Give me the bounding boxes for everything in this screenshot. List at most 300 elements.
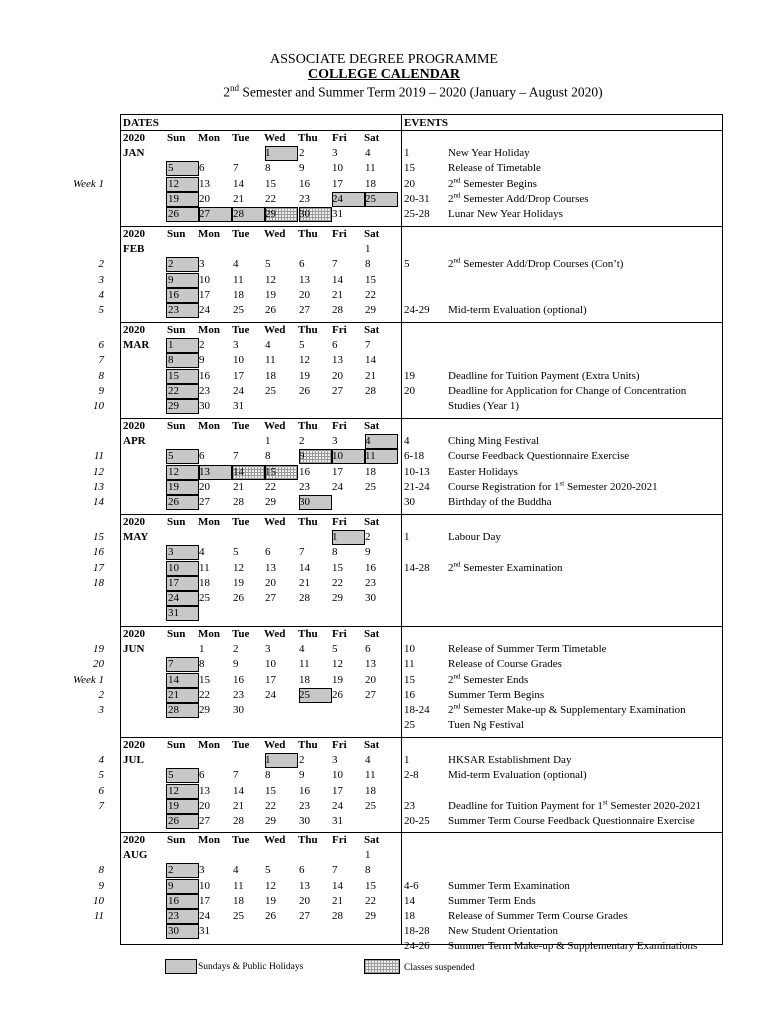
event-text: Summer Term Examination: [448, 879, 570, 892]
calendar-day[interactable]: 15: [168, 369, 179, 382]
event-dates: 20: [404, 384, 415, 397]
calendar-day[interactable]: 17: [199, 288, 210, 301]
calendar-day[interactable]: 19: [299, 369, 310, 382]
event-ordinal: 2: [448, 704, 454, 716]
table-border-left: [120, 114, 121, 944]
calendar-day[interactable]: 11: [265, 354, 276, 367]
calendar-day[interactable]: 8: [365, 258, 371, 271]
calendar-day[interactable]: 20: [365, 673, 376, 686]
calendar-day[interactable]: 26: [233, 592, 244, 604]
calendar-day[interactable]: 4: [365, 147, 371, 160]
calendar-day[interactable]: 1: [199, 643, 205, 656]
calendar-day[interactable]: 7: [332, 864, 338, 877]
calendar-day[interactable]: 13: [199, 784, 210, 797]
calendar-day[interactable]: 28: [365, 384, 376, 397]
calendar-day[interactable]: 4: [299, 643, 305, 656]
calendar-day[interactable]: 8: [265, 450, 271, 463]
calendar-day[interactable]: 13: [365, 658, 376, 671]
calendar-day[interactable]: 26: [168, 208, 179, 220]
calendar-day[interactable]: 25: [365, 192, 376, 205]
calendar-day[interactable]: 2: [299, 754, 305, 767]
calendar-day[interactable]: 23: [299, 799, 310, 812]
calendar-day[interactable]: 14: [233, 465, 244, 478]
calendar-day[interactable]: 19: [168, 480, 179, 493]
weekday-label: Sun: [167, 132, 186, 144]
event-description: [448, 561, 563, 575]
event-text: Semester Add/Drop Courses: [460, 192, 589, 205]
calendar-day[interactable]: 5: [265, 258, 271, 271]
calendar-day[interactable]: 17: [332, 465, 343, 478]
calendar-day[interactable]: 8: [265, 162, 271, 175]
calendar-day[interactable]: 19: [332, 673, 343, 686]
calendar-day[interactable]: 19: [265, 894, 276, 907]
calendar-day[interactable]: 18: [365, 465, 376, 478]
calendar-day[interactable]: 11: [365, 162, 376, 175]
calendar-day[interactable]: 30: [299, 208, 310, 220]
calendar-day[interactable]: 30: [299, 496, 310, 508]
calendar-day[interactable]: 8: [199, 658, 205, 671]
calendar-day[interactable]: 24: [332, 480, 343, 493]
calendar-day[interactable]: 23: [233, 688, 244, 701]
calendar-day[interactable]: 23: [365, 576, 376, 589]
legend-suspended-swatch: [364, 959, 400, 974]
calendar-day[interactable]: 18: [265, 369, 276, 382]
calendar-day[interactable]: 9: [299, 769, 305, 782]
calendar-day[interactable]: 21: [233, 192, 244, 205]
calendar-day[interactable]: 12: [265, 273, 276, 286]
calendar-day[interactable]: 1: [265, 147, 271, 160]
events-header: EVENTS: [404, 117, 449, 129]
event-dates: 24-26: [404, 940, 430, 953]
calendar-day[interactable]: 16: [233, 673, 244, 686]
calendar-day[interactable]: 18: [299, 673, 310, 686]
calendar-day[interactable]: 3: [332, 435, 338, 448]
calendar-day[interactable]: 16: [299, 784, 310, 797]
calendar-day[interactable]: 12: [168, 465, 179, 478]
calendar-day[interactable]: 28: [233, 815, 244, 827]
calendar-day[interactable]: 2: [233, 643, 239, 656]
weekday-label: Wed: [264, 420, 286, 432]
calendar-day[interactable]: 15: [199, 673, 210, 686]
calendar-day[interactable]: 12: [299, 354, 310, 367]
calendar-day[interactable]: 23: [168, 910, 179, 922]
calendar-day[interactable]: 29: [365, 304, 376, 316]
calendar-day[interactable]: 25: [233, 304, 244, 316]
week-label: 11: [93, 450, 104, 463]
calendar-day[interactable]: 23: [299, 480, 310, 493]
calendar-day[interactable]: 30: [233, 704, 244, 716]
calendar-day[interactable]: 8: [332, 546, 338, 559]
calendar-day[interactable]: 5: [299, 339, 305, 352]
calendar-day[interactable]: 16: [168, 288, 179, 301]
calendar-day[interactable]: 4: [233, 864, 239, 877]
calendar-day[interactable]: 29: [332, 592, 343, 604]
calendar-day[interactable]: 10: [168, 561, 179, 574]
calendar-day[interactable]: 22: [168, 384, 179, 397]
calendar-day[interactable]: 7: [332, 258, 338, 271]
calendar-day[interactable]: 3: [233, 339, 239, 352]
calendar-title: COLLEGE CALENDAR: [307, 67, 461, 82]
calendar-day[interactable]: 10: [233, 354, 244, 367]
weekday-label: Wed: [264, 132, 286, 144]
calendar-day[interactable]: 20: [199, 480, 210, 493]
calendar-day[interactable]: 29: [265, 208, 276, 220]
calendar-day[interactable]: 8: [168, 354, 174, 367]
calendar-day[interactable]: 11: [233, 273, 244, 286]
calendar-day[interactable]: 6: [199, 162, 205, 175]
calendar-day[interactable]: 4: [199, 546, 205, 559]
event-dates: 1: [404, 531, 410, 544]
calendar-day[interactable]: 13: [299, 879, 310, 892]
calendar-day[interactable]: 11: [299, 658, 310, 671]
calendar-day[interactable]: 28: [168, 704, 179, 716]
calendar-day[interactable]: 1: [365, 849, 371, 862]
event-dates: 10-13: [404, 465, 430, 478]
calendar-day[interactable]: 25: [365, 480, 376, 493]
calendar-day[interactable]: 28: [332, 910, 343, 922]
calendar-day[interactable]: 8: [265, 769, 271, 782]
calendar-day[interactable]: 28: [299, 592, 310, 604]
calendar-day[interactable]: 27: [332, 384, 343, 397]
calendar-day[interactable]: 11: [365, 769, 376, 782]
calendar-day[interactable]: 9: [365, 546, 371, 559]
calendar-day[interactable]: 27: [365, 688, 376, 701]
calendar-day[interactable]: 21: [168, 688, 179, 701]
calendar-day[interactable]: 3: [332, 147, 338, 160]
calendar-day[interactable]: 11: [199, 561, 210, 574]
calendar-day[interactable]: 10: [199, 879, 210, 892]
calendar-day[interactable]: 27: [199, 208, 210, 220]
calendar-day[interactable]: 22: [365, 288, 376, 301]
calendar-day[interactable]: 15: [265, 177, 276, 190]
calendar-day[interactable]: 14: [332, 879, 343, 892]
calendar-day[interactable]: 5: [332, 643, 338, 656]
calendar-day[interactable]: 6: [365, 643, 371, 656]
calendar-day[interactable]: 23: [299, 192, 310, 205]
calendar-day[interactable]: 5: [233, 546, 239, 559]
calendar-day[interactable]: 20: [199, 192, 210, 205]
calendar-day[interactable]: 19: [168, 799, 179, 812]
calendar-day[interactable]: 7: [299, 546, 305, 559]
calendar-day[interactable]: 7: [168, 658, 174, 671]
calendar-day[interactable]: 5: [168, 162, 174, 175]
calendar-day[interactable]: 6: [299, 258, 305, 271]
calendar-day[interactable]: 2: [365, 531, 371, 544]
week-label: 7: [98, 354, 104, 367]
event-dates: 20-31: [404, 192, 430, 205]
calendar-day[interactable]: 26: [168, 815, 179, 827]
weekday-label: Tue: [232, 516, 250, 528]
calendar-day[interactable]: 19: [168, 192, 179, 205]
calendar-day[interactable]: 26: [332, 688, 343, 701]
calendar-day[interactable]: 22: [365, 894, 376, 907]
month-year: 2020: [123, 739, 145, 751]
calendar-day[interactable]: 31: [332, 815, 343, 827]
calendar-day[interactable]: 6: [199, 769, 205, 782]
weekday-label: Sun: [167, 739, 186, 751]
event-dates: 10: [404, 643, 415, 656]
calendar-day[interactable]: 15: [265, 784, 276, 797]
calendar-day[interactable]: 16: [199, 369, 210, 382]
calendar-day[interactable]: 4: [365, 435, 371, 448]
calendar-day[interactable]: 15: [365, 879, 376, 892]
calendar-day[interactable]: 29: [168, 400, 179, 412]
calendar-day[interactable]: 30: [299, 815, 310, 827]
calendar-day[interactable]: 21: [332, 288, 343, 301]
event-text: Release of Course Grades: [448, 658, 562, 671]
event-dates: 21-24: [404, 480, 430, 493]
calendar-day[interactable]: 17: [332, 784, 343, 797]
weekday-label: Sun: [167, 834, 186, 846]
calendar-day[interactable]: 3: [199, 864, 205, 877]
calendar-day[interactable]: 14: [332, 273, 343, 286]
calendar-day[interactable]: 22: [199, 688, 210, 701]
calendar-day[interactable]: 21: [233, 480, 244, 493]
calendar-day[interactable]: 30: [365, 592, 376, 604]
event-text-tail: Semester 2020-2021: [564, 480, 658, 493]
weekday-label: Mon: [198, 834, 220, 846]
calendar-day[interactable]: 11: [233, 879, 244, 892]
weekday-label: Mon: [198, 628, 220, 640]
calendar-day[interactable]: 14: [233, 784, 244, 797]
calendar-day[interactable]: 12: [168, 784, 179, 797]
calendar-day[interactable]: 3: [199, 258, 205, 271]
calendar-day[interactable]: 22: [332, 576, 343, 589]
week-label: 10: [93, 400, 104, 412]
calendar-day[interactable]: 29: [365, 910, 376, 922]
calendar-day[interactable]: 7: [233, 162, 239, 175]
weekday-label: Tue: [232, 420, 250, 432]
calendar-day[interactable]: 25: [365, 799, 376, 812]
event-description: [448, 177, 537, 191]
calendar-day[interactable]: 17: [233, 369, 244, 382]
calendar-day[interactable]: 1: [265, 754, 271, 767]
calendar-day[interactable]: 9: [299, 162, 305, 175]
calendar-day[interactable]: 4: [233, 258, 239, 271]
calendar-day[interactable]: 26: [168, 496, 179, 508]
weekday-label: Wed: [264, 739, 286, 751]
calendar-day[interactable]: 16: [299, 465, 310, 478]
event-ordinal-suffix: nd: [453, 671, 461, 680]
weekday-label: Tue: [232, 628, 250, 640]
calendar-day[interactable]: 7: [233, 769, 239, 782]
calendar-day[interactable]: 16: [299, 177, 310, 190]
calendar-day[interactable]: 2: [299, 147, 305, 160]
calendar-day[interactable]: 13: [265, 561, 276, 574]
calendar-day[interactable]: 10: [332, 450, 343, 463]
calendar-day[interactable]: 29: [265, 496, 276, 508]
calendar-day[interactable]: 10: [199, 273, 210, 286]
calendar-day[interactable]: 4: [265, 339, 271, 352]
calendar-day[interactable]: 7: [233, 450, 239, 463]
calendar-day[interactable]: 24: [332, 799, 343, 812]
calendar-day[interactable]: 22: [265, 480, 276, 493]
calendar-day[interactable]: 30: [168, 925, 179, 938]
calendar-day[interactable]: 3: [332, 754, 338, 767]
calendar-day[interactable]: 6: [265, 546, 271, 559]
calendar-day[interactable]: 31: [332, 208, 343, 220]
calendar-day[interactable]: 8: [365, 864, 371, 877]
calendar-day[interactable]: 14: [168, 673, 179, 686]
calendar-day[interactable]: 10: [332, 162, 343, 175]
calendar-day[interactable]: 17: [168, 576, 179, 589]
calendar-day[interactable]: 25: [265, 384, 276, 397]
calendar-day[interactable]: 15: [332, 561, 343, 574]
calendar-day[interactable]: 25: [233, 910, 244, 922]
calendar-day[interactable]: 14: [299, 561, 310, 574]
calendar-day[interactable]: 20: [299, 894, 310, 907]
calendar-day[interactable]: 1: [168, 339, 174, 352]
calendar-day[interactable]: 28: [233, 496, 244, 508]
calendar-day[interactable]: 12: [233, 561, 244, 574]
calendar-day[interactable]: 2: [299, 435, 305, 448]
calendar-day[interactable]: 9: [199, 354, 205, 367]
calendar-day[interactable]: 13: [199, 465, 210, 478]
calendar-day[interactable]: 10: [332, 769, 343, 782]
calendar-day[interactable]: 16: [365, 561, 376, 574]
calendar-day[interactable]: 28: [332, 304, 343, 316]
event-text: New Year Holiday: [448, 147, 530, 160]
calendar-day[interactable]: 24: [199, 304, 210, 316]
calendar-day[interactable]: 29: [265, 815, 276, 827]
weekday-label: Tue: [232, 324, 250, 336]
month-year: 2020: [123, 628, 145, 640]
calendar-day[interactable]: 27: [199, 815, 210, 827]
calendar-day[interactable]: 13: [299, 273, 310, 286]
calendar-day[interactable]: 11: [365, 450, 376, 463]
weekday-label: Sun: [167, 324, 186, 336]
calendar-day[interactable]: 24: [199, 910, 210, 922]
calendar-day[interactable]: 18: [365, 177, 376, 190]
calendar-day[interactable]: 30: [199, 400, 210, 412]
calendar-day[interactable]: 3: [168, 546, 174, 559]
calendar-day[interactable]: 9: [168, 273, 174, 286]
event-dates: 23: [404, 799, 415, 812]
event-description: [448, 768, 587, 782]
calendar-day[interactable]: 29: [199, 704, 210, 716]
calendar-day[interactable]: 22: [265, 192, 276, 205]
calendar-day[interactable]: 20: [199, 799, 210, 812]
calendar-day[interactable]: 31: [233, 400, 244, 412]
calendar-day[interactable]: 20: [332, 369, 343, 382]
calendar-day[interactable]: 12: [332, 658, 343, 671]
calendar-day[interactable]: 10: [265, 658, 276, 671]
calendar-day[interactable]: 6: [199, 450, 205, 463]
calendar-day[interactable]: 23: [199, 384, 210, 397]
weekday-label: Fri: [332, 228, 347, 240]
calendar-day[interactable]: 2: [168, 864, 174, 877]
calendar-day[interactable]: 24: [168, 592, 179, 604]
calendar-day[interactable]: 2: [168, 258, 174, 271]
calendar-day[interactable]: 18: [233, 894, 244, 907]
calendar-day[interactable]: 17: [332, 177, 343, 190]
calendar-day[interactable]: 9: [233, 658, 239, 671]
calendar-day[interactable]: 13: [332, 354, 343, 367]
calendar-day[interactable]: 3: [265, 643, 271, 656]
calendar-day[interactable]: 1: [265, 435, 271, 448]
calendar-day[interactable]: 27: [299, 910, 310, 922]
calendar-day[interactable]: 14: [365, 354, 376, 367]
calendar-day[interactable]: 14: [233, 177, 244, 190]
weekday-label: Thu: [298, 628, 318, 640]
event-text: HKSAR Establishment Day: [448, 754, 572, 767]
calendar-day[interactable]: 15: [365, 273, 376, 286]
event-dates: 20-25: [404, 815, 430, 827]
event-text: Semester Ends: [460, 673, 529, 686]
calendar-day[interactable]: 31: [199, 925, 210, 938]
calendar-day[interactable]: 12: [168, 177, 179, 190]
calendar-day[interactable]: 15: [265, 465, 276, 478]
event-description: [448, 161, 541, 175]
event-description: [448, 530, 501, 544]
calendar-day[interactable]: 21: [332, 894, 343, 907]
calendar-day[interactable]: 5: [168, 450, 174, 463]
weekday-label: Fri: [332, 628, 347, 640]
calendar-day[interactable]: 31: [168, 607, 179, 620]
calendar-day[interactable]: 19: [233, 576, 244, 589]
calendar-day[interactable]: 20: [265, 576, 276, 589]
calendar-day[interactable]: 12: [265, 879, 276, 892]
calendar-day[interactable]: 16: [168, 894, 179, 907]
calendar-day[interactable]: 9: [168, 879, 174, 892]
calendar-day[interactable]: 24: [332, 192, 343, 205]
calendar-day[interactable]: 26: [265, 910, 276, 922]
calendar-day[interactable]: 28: [233, 208, 244, 220]
calendar-day[interactable]: 2: [199, 339, 205, 352]
calendar-day[interactable]: 5: [265, 864, 271, 877]
calendar-day[interactable]: 21: [233, 799, 244, 812]
week-label: 10: [93, 894, 104, 907]
calendar-day[interactable]: 27: [199, 496, 210, 508]
calendar-day[interactable]: 4: [365, 754, 371, 767]
calendar-day[interactable]: 18: [365, 784, 376, 797]
calendar-day[interactable]: 17: [199, 894, 210, 907]
event-dates: 14: [404, 894, 415, 907]
calendar-day[interactable]: 18: [233, 288, 244, 301]
calendar-day[interactable]: 9: [299, 450, 305, 463]
calendar-day[interactable]: 20: [299, 288, 310, 301]
calendar-day[interactable]: 26: [299, 384, 310, 397]
calendar-day[interactable]: 1: [332, 531, 338, 544]
calendar-day[interactable]: 13: [199, 177, 210, 190]
week-label: 12: [93, 465, 104, 478]
calendar-day[interactable]: 19: [265, 288, 276, 301]
calendar-day[interactable]: 17: [265, 673, 276, 686]
calendar-day[interactable]: 21: [299, 576, 310, 589]
calendar-day[interactable]: 25: [299, 688, 310, 701]
month-year: 2020: [123, 516, 145, 528]
week-label: 4: [98, 288, 104, 301]
calendar-day[interactable]: 1: [365, 243, 371, 256]
calendar-day[interactable]: 25: [199, 592, 210, 604]
event-text: Ching Ming Festival: [448, 435, 540, 448]
calendar-day[interactable]: 24: [233, 384, 244, 397]
calendar-day[interactable]: 26: [265, 304, 276, 316]
calendar-day[interactable]: 5: [168, 769, 174, 782]
calendar-day[interactable]: 7: [365, 339, 371, 352]
calendar-day[interactable]: 23: [168, 304, 179, 316]
event-dates: 11: [404, 658, 415, 671]
calendar-day[interactable]: 27: [265, 592, 276, 604]
weekday-label: Thu: [298, 516, 318, 528]
calendar-day[interactable]: 6: [299, 864, 305, 877]
calendar-day[interactable]: 18: [199, 576, 210, 589]
calendar-day[interactable]: 21: [365, 369, 376, 382]
calendar-day[interactable]: 27: [299, 304, 310, 316]
calendar-day[interactable]: 6: [332, 339, 338, 352]
calendar-day[interactable]: 22: [265, 799, 276, 812]
calendar-day[interactable]: 24: [265, 688, 276, 701]
